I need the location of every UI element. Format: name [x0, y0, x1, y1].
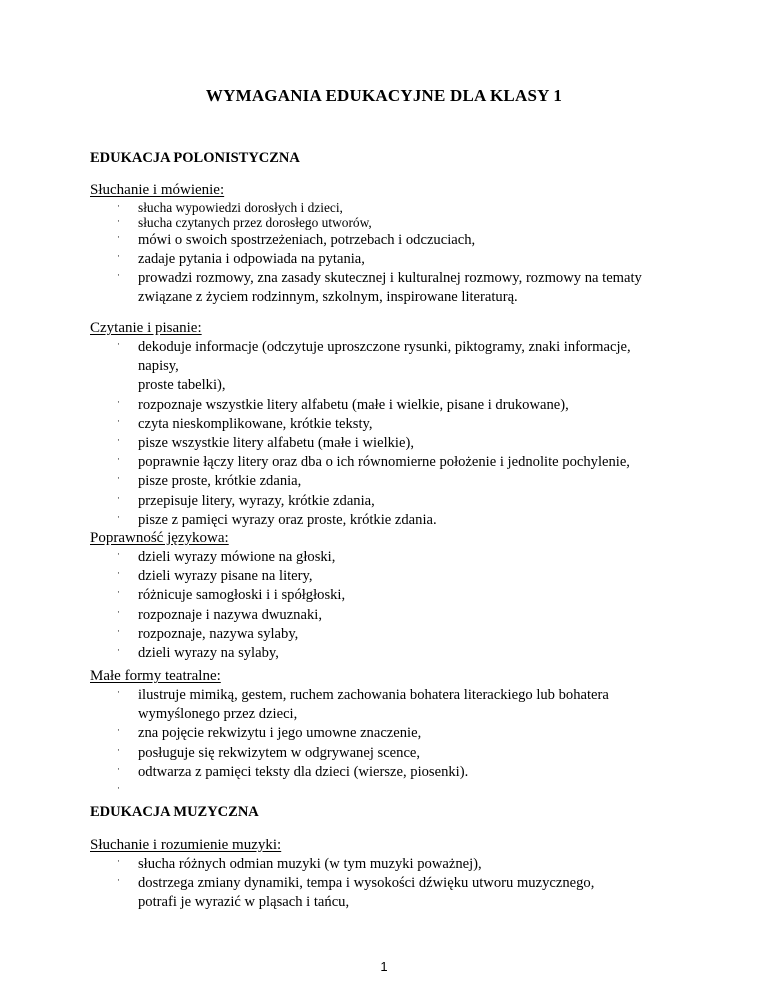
list-item: · dostrzega zmiany dynamiki, tempa i wysokości dźwięku utworu muzycznego,: [117, 875, 595, 892]
list-item: · słucha wypowiedzi dorosłych i dzieci,: [117, 200, 343, 215]
list-item: · dzieli wyrazy mówione na głoski,: [117, 549, 336, 565]
bullet-icon: ·: [117, 606, 120, 617]
bullet-icon: ·: [117, 251, 120, 262]
list-item-continuation: proste tabelki),: [138, 377, 226, 394]
bullet-icon: ·: [117, 763, 120, 774]
list-item: · pisze wszystkie litery alfabetu (małe i wielkie),: [117, 435, 414, 452]
bullet-icon: ·: [117, 645, 120, 656]
list-poprawnosc-jezykowa: [0, 548, 768, 663]
bullet-icon: ·: [117, 454, 120, 465]
bullet-icon: ·: [117, 396, 120, 407]
subsection-heading-male-formy-teatralne: Małe formy teatralne:: [90, 668, 221, 684]
page-number: 1: [380, 959, 388, 974]
subsection-heading-sluchanie-rozumienie-muzyki: Słuchanie i rozumienie muzyki:: [90, 837, 282, 853]
bullet-icon: ·: [117, 725, 120, 736]
subsection-heading-sluchanie-mowienie: Słuchanie i mówienie:: [90, 182, 225, 198]
list-item: · odtwarza z pamięci teksty dla dzieci (wiersze, piosenki).: [117, 763, 469, 780]
list-item: · poprawnie łączy litery oraz dba o ich równomierne położenie i jednolite pochylenie,: [117, 454, 630, 471]
bullet-icon: ·: [117, 216, 120, 227]
list-item: · pisze z pamięci wyrazy oraz proste, krótkie zdania.: [117, 511, 437, 528]
subsection-heading-poprawnosc-jezykowa: Poprawność językowa:: [90, 530, 229, 546]
list-item: · ilustruje mimiką, gestem, ruchem zachowania bohatera literackiego lub bohatera: [117, 687, 609, 703]
bullet-icon: ·: [117, 856, 120, 866]
bullet-icon: ·: [117, 875, 120, 886]
bullet-icon: ·: [117, 687, 120, 697]
bullet-icon: ·: [117, 339, 120, 349]
bullet-icon: ·: [117, 587, 120, 598]
list-item: · przepisuje litery, wyrazy, krótkie zdania,: [117, 492, 375, 509]
list-item: · rozpoznaje wszystkie litery alfabetu (małe i wielkie, pisane i drukowane),: [117, 396, 569, 413]
list-item: · słucha różnych odmian muzyki (w tym muzyki poważnej),: [117, 856, 482, 872]
list-item: · zadaje pytania i odpowiada na pytania,: [117, 251, 365, 268]
list-item: · rozpoznaje, nazywa sylaby,: [117, 625, 299, 642]
list-item-continuation: związane z życiem rodzinnym, szkolnym, inspirowane literaturą.: [138, 289, 518, 306]
bullet-icon: ·: [117, 270, 120, 281]
bullet-icon: ·: [117, 435, 120, 446]
section-heading-muzyczna: EDUKACJA MUZYCZNA: [90, 804, 259, 820]
list-item: · różnicuje samogłoski i i spółgłoski,: [117, 587, 346, 604]
bullet-icon: ·: [117, 549, 120, 559]
list-czytanie-pisanie: [0, 338, 768, 530]
list-item: · dzieli wyrazy pisane na litery,: [117, 568, 313, 585]
list-male-formy-teatralne: [0, 686, 768, 794]
list-item: · czyta nieskomplikowane, krótkie teksty,: [117, 415, 373, 432]
list-item: · mówi o swoich spostrzeżeniach, potrzebach i odczuciach,: [117, 231, 476, 248]
bullet-icon: ·: [117, 783, 120, 794]
subsection-heading-czytanie-pisanie: Czytanie i pisanie:: [90, 320, 202, 336]
list-item: · zna pojęcie rekwizytu i jego umowne znaczenie,: [117, 725, 422, 742]
list-item: · słucha czytanych przez dorosłego utworów,: [117, 215, 372, 231]
list-item: · prowadzi rozmowy, zna zasady skutecznej i kulturalnej rozmowy, rozmowy na tematy: [117, 270, 642, 287]
list-item: · rozpoznaje i nazywa dwuznaki,: [117, 606, 322, 623]
bullet-icon: ·: [117, 568, 120, 579]
list-item-continuation: potrafi je wyrazić w pląsach i tańcu,: [138, 894, 350, 911]
bullet-icon: ·: [117, 415, 120, 426]
list-item: · posługuje się rekwizytem w odgrywanej scence,: [117, 744, 421, 761]
list-sluchanie-mowienie: [0, 200, 768, 308]
list-item: · pisze proste, krótkie zdania,: [117, 473, 302, 490]
bullet-icon: ·: [117, 231, 120, 242]
list-item-continuation: napisy,: [138, 358, 179, 375]
list-item: · dzieli wyrazy na sylaby,: [117, 645, 279, 662]
bullet-icon: ·: [117, 511, 120, 522]
bullet-icon: ·: [117, 744, 120, 755]
list-sluchanie-rozumienie-muzyki: [0, 855, 768, 913]
bullet-icon: ·: [117, 625, 120, 636]
list-item-continuation: wymyślonego przez dzieci,: [138, 706, 298, 723]
document-title: WYMAGANIA EDUKACYJNE DLA KLASY 1: [205, 86, 563, 105]
bullet-icon: ·: [117, 201, 120, 211]
section-heading-polonistyczna: EDUKACJA POLONISTYCZNA: [90, 150, 300, 166]
bullet-icon: ·: [117, 492, 120, 503]
list-item: · dekoduje informacje (odczytuje uproszczone rysunki, piktogramy, znaki informacje,: [117, 339, 631, 355]
bullet-icon: ·: [117, 473, 120, 484]
